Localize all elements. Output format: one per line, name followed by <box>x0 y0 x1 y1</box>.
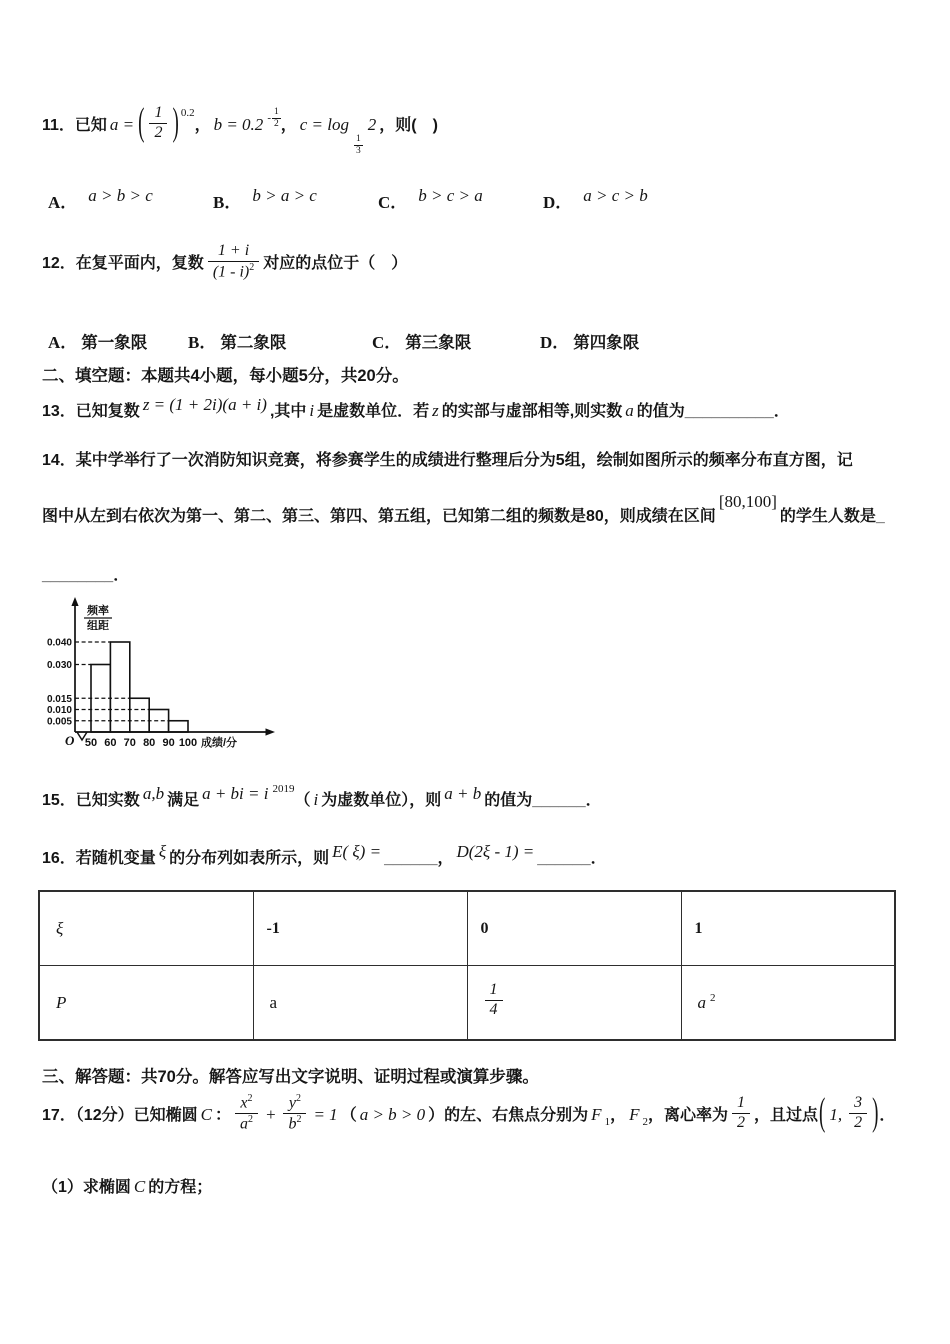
table-cell: 0 <box>467 891 681 966</box>
svg-text:组距: 组距 <box>87 620 109 632</box>
question-17-part1 <box>42 1172 916 1203</box>
section-3-title: 三、解答题：共70分。解答应写出文字说明、证明过程或演算步骤。 <box>42 1068 539 1086</box>
svg-text:90: 90 <box>162 737 175 749</box>
question-16-text: 16．若随机变量 ξ 的分布列如表所示，则 E( ξ) = ______， D(2ξ - 1) = ______． <box>42 842 607 867</box>
option-letter: A． <box>48 333 78 352</box>
option-text: 第一象限 <box>81 334 148 352</box>
svg-text:0.005: 0.005 <box>46 716 72 728</box>
option-formula: b > a > c <box>252 186 317 205</box>
question-12 <box>42 244 916 284</box>
question-13 <box>42 396 916 427</box>
svg-text:0.040: 0.040 <box>46 637 72 649</box>
question-11 <box>42 98 916 157</box>
option-letter: D． <box>543 193 573 212</box>
table-cell: a <box>253 966 467 1041</box>
question-16 <box>42 843 916 874</box>
table-row <box>39 966 895 1041</box>
section-2-title: 二、填空题：本题共4小题，每小题5分，共20分。 <box>42 367 409 385</box>
question-17-text: 17．（12分）已知椭圆 C ： $\frac{x^2}{a^2}$ + $\frac{y^2}{b^2}$ = 1 （ a > b > 0 ）的左、右焦点分别为 F $_1$， F $_2$，离心率为 $\frac{1}{2}$ ，且过点( 1, $\frac{3}{2}$ )． <box>42 1091 896 1135</box>
option-formula: b > c > a <box>418 186 483 205</box>
svg-text:成绩/分: 成绩/分 <box>201 737 238 749</box>
table-cell: -1 <box>253 891 467 966</box>
option-letter: C． <box>378 193 408 212</box>
frequency-histogram <box>46 596 306 761</box>
table-cell: 1 <box>681 891 895 966</box>
question-14-line-2: 图中从左到右依次为第一、第二、第三、第四、第五组，已知第二组的频数是80，则成绩在区间[80,100]的学生人数是_ <box>42 492 885 525</box>
option-11-a <box>48 188 156 219</box>
question-15-text: 15．已知实数 a,b 满足 a + bi = i $^{2019}$（ i 为虚数单位），则 a + b 的值为______． <box>42 783 602 809</box>
distribution-table <box>38 890 896 1041</box>
table-cell: ξ <box>39 891 253 966</box>
svg-text:50: 50 <box>84 737 98 749</box>
question-11-options <box>42 188 916 228</box>
svg-text:100: 100 <box>178 737 198 749</box>
option-letter: A． <box>48 193 78 212</box>
table-row <box>39 891 895 966</box>
table-cell: $\frac{1}{4}$ <box>467 966 681 1041</box>
svg-text:0.010: 0.010 <box>46 705 72 716</box>
section-2-header <box>42 361 916 392</box>
table-cell: P <box>39 966 253 1041</box>
question-11-text: 11．已知 a = ( $\frac{1}{2}$ ) $^{0.2}$， b = 0.2 - 1 2 ， c = log 1 3 2 ，则( ) <box>42 101 438 156</box>
question-14-line-3: ________． <box>42 567 130 584</box>
question-13-text: 13．已知复数 z = (1 + 2i)(a + i) ,其中 i 是虚数单位．若 z 的实部与虚部相等,则实数 a 的值为__________． <box>42 395 790 420</box>
table-cell: a $^2$ <box>681 966 895 1041</box>
svg-text:60: 60 <box>104 737 117 749</box>
question-14 <box>42 450 916 587</box>
option-11-b <box>213 188 320 219</box>
option-letter: B． <box>213 193 242 212</box>
svg-text:频率: 频率 <box>87 605 109 617</box>
histogram-svg <box>46 596 306 756</box>
question-14-line-1: 14．某中学举行了一次消防知识竞赛，将参赛学生的成绩进行整理后分为5组，绘制如图所示的频率分布直方图，记 <box>42 452 853 469</box>
svg-text:0.030: 0.030 <box>46 660 72 671</box>
option-text: 第二象限 <box>220 334 287 352</box>
question-15 <box>42 780 916 816</box>
option-12-a <box>48 328 147 359</box>
question-12-text: 12．在复平面内，复数 $\frac{1 + i}{(1 - i)^2}$ 对应的点位于（ ） <box>42 242 408 281</box>
option-formula: a > b > c <box>88 186 153 205</box>
option-11-c <box>378 188 486 219</box>
option-text: 第三象限 <box>405 334 472 352</box>
svg-text:0.015: 0.015 <box>46 693 72 705</box>
option-letter: C． <box>372 333 402 352</box>
section-3-header <box>42 1062 916 1093</box>
option-11-d <box>543 188 651 219</box>
option-12-d <box>540 328 639 359</box>
svg-text:O: O <box>65 733 75 748</box>
question-17 <box>42 1091 916 1137</box>
option-12-b <box>188 328 286 359</box>
option-letter: B． <box>188 333 217 352</box>
svg-text:70: 70 <box>123 737 136 749</box>
question-17-part1-text: （1）求椭圆 C 的方程； <box>42 1177 213 1196</box>
option-letter: D． <box>540 333 570 352</box>
option-text: 第四象限 <box>573 334 640 352</box>
svg-text:80: 80 <box>143 737 156 749</box>
option-formula: a > c > b <box>583 186 648 205</box>
option-12-c <box>372 328 471 359</box>
